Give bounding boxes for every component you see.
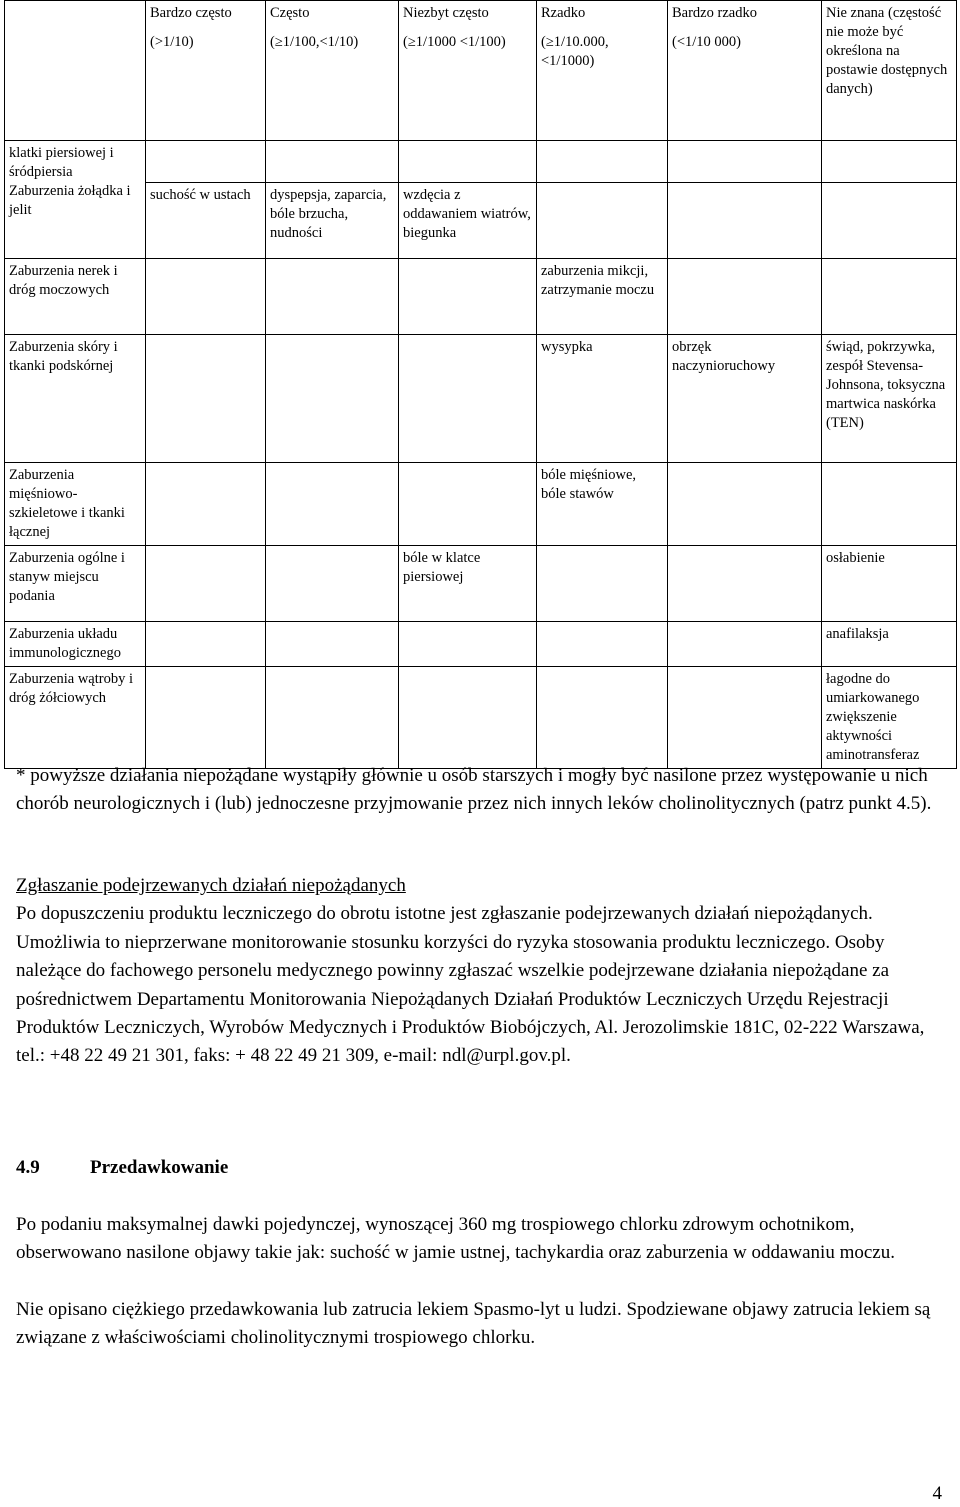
table-cell	[266, 141, 399, 183]
header-common: Często (≥1/100,<1/10)	[266, 1, 399, 141]
header-very-common: Bardzo często (>1/10)	[146, 1, 266, 141]
organ-class-cell: klatki piersiowej i śródpiersia	[5, 141, 146, 183]
table-cell	[266, 334, 399, 462]
table-cell	[146, 666, 266, 768]
table-row	[5, 141, 957, 183]
header-row	[5, 1, 957, 141]
table-cell: obrzęk naczynioruchowy	[668, 334, 822, 462]
table-cell: wysypka	[537, 334, 668, 462]
overdose-paragraph-1: Po podaniu maksymalnej dawki pojedynczej, wynoszącej 360 mg trospiowego chlorku zdrowym ochotnikom, obserwowano nasilone objawy takie jak: suchość w jamie ustnej, tachykardia oraz zaburzenia w oddawaniu moczu.	[16, 1214, 895, 1264]
table-cell: osłabienie	[822, 545, 957, 621]
table-row	[5, 334, 957, 462]
organ-class-cell: Zaburzenia mięśniowo-szkieletowe i tkanki łącznej	[5, 462, 146, 545]
table-cell	[537, 545, 668, 621]
table-cell: anafilaksja	[822, 621, 957, 666]
adverse-effects-table	[4, 0, 957, 769]
table-row	[5, 182, 957, 258]
table-cell: suchość w ustach	[146, 182, 266, 258]
table-cell	[146, 258, 266, 334]
table-cell	[822, 462, 957, 545]
table-cell: bóle mięśniowe, bóle stawów	[537, 462, 668, 545]
table-cell: świąd, pokrzywka, zespół Stevensa-Johnsona, toksyczna martwica naskórka (TEN)	[822, 334, 957, 462]
header-rare: Rzadko (≥1/10.000, <1/1000)	[537, 1, 668, 141]
organ-class-cell: Zaburzenia skóry i tkanki podskórnej	[5, 334, 146, 462]
table-cell	[537, 182, 668, 258]
section-heading	[16, 1154, 228, 1182]
table-cell	[822, 141, 957, 183]
table-cell	[668, 666, 822, 768]
footnote: * powyższe działania niepożądane wystąpiły głównie u osób starszych i mogły być nasilone przez występowanie u nich chorób neurologicznych i (lub) jednoczesne przyjmowanie przez nich innych leków cholinolitycznych (patrz punkt 4.5).	[16, 765, 932, 815]
table-cell	[537, 141, 668, 183]
table-cell	[537, 666, 668, 768]
table-cell	[146, 545, 266, 621]
table-row	[5, 545, 957, 621]
organ-class-cell: Zaburzenia ogólne i stanyw miejscu podania	[5, 545, 146, 621]
header-organ	[5, 1, 146, 141]
table-row	[5, 621, 957, 666]
header-very-rare: Bardzo rzadko (<1/10 000)	[668, 1, 822, 141]
table-cell	[399, 462, 537, 545]
table-cell	[668, 182, 822, 258]
table-cell: bóle w klatce piersiowej	[399, 545, 537, 621]
page-number: 4	[932, 1483, 942, 1504]
table-cell	[146, 334, 266, 462]
table-cell: zaburzenia mikcji, zatrzymanie moczu	[537, 258, 668, 334]
table-cell	[266, 666, 399, 768]
table-cell	[146, 141, 266, 183]
table-cell	[266, 462, 399, 545]
table-cell	[668, 258, 822, 334]
table-cell	[668, 141, 822, 183]
reporting-heading: Zgłaszanie podejrzewanych działań niepożądanych	[16, 875, 406, 896]
header-unknown: Nie znana (częstość nie może być określona na postawie dostępnych danych)	[822, 1, 957, 141]
table-cell	[668, 462, 822, 545]
table-cell	[266, 258, 399, 334]
table-cell	[399, 141, 537, 183]
table-cell	[266, 545, 399, 621]
table-cell	[668, 621, 822, 666]
reporting-body: Po dopuszczeniu produktu leczniczego do obrotu istotne jest zgłaszanie podejrzewanych działań niepożądanych. Umożliwia to nieprzerwane monitorowanie stosunku korzyści do ryzyka stosowania produktu leczniczego. Osoby należące do fachowego personelu medycznego powinny zgłaszać wszelkie podejrzewane działania niepożądane za pośrednictwem Departamentu Monitorowania Niepożądanych Działań Produktów Leczniczych Urzędu Rejestracji Produktów Leczniczych, Wyrobów Medycznych i Produktów Biobójczych, Al. Jerozolimskie 181C, 02-222 Warszawa, tel.: +48 22 49 21 301, faks: + 48 22 49 21 309, e-mail: ndl@urpl.gov.pl.	[16, 903, 925, 1067]
table-row	[5, 258, 957, 334]
table-cell	[822, 258, 957, 334]
organ-class-cell: Zaburzenia układu immunologicznego	[5, 621, 146, 666]
overdose-paragraph-2: Nie opisano ciężkiego przedawkowania lub zatrucia lekiem Spasmo-lyt u ludzi. Spodziewane objawy zatrucia lekiem są związane z właściwościami cholinolitycznymi trospiowego chlorku.	[16, 1299, 931, 1349]
table-cell	[399, 621, 537, 666]
section-title: Przedawkowanie	[90, 1157, 229, 1178]
organ-class-cell: Zaburzenia nerek i dróg moczowych	[5, 258, 146, 334]
section-number: 4.9	[16, 1157, 40, 1178]
table-cell	[266, 621, 399, 666]
organ-class-cell: Zaburzenia żołądka i jelit	[5, 182, 146, 258]
organ-class-cell: Zaburzenia wątroby i dróg żółciowych	[5, 666, 146, 768]
table-row	[5, 666, 957, 768]
reporting-section	[16, 872, 941, 1071]
table-row	[5, 462, 957, 545]
table-cell: dyspepsja, zaparcia, bóle brzucha, nudności	[266, 182, 399, 258]
table-cell	[537, 621, 668, 666]
table-cell: łagodne do umiarkowanego zwiększenie aktywności aminotransferaz	[822, 666, 957, 768]
table-cell	[399, 666, 537, 768]
table-cell	[668, 545, 822, 621]
table-cell	[822, 182, 957, 258]
table-cell	[146, 462, 266, 545]
table-cell	[146, 621, 266, 666]
table-cell: wzdęcia z oddawaniem wiatrów, biegunka	[399, 182, 537, 258]
table-cell	[399, 334, 537, 462]
header-uncommon: Niezbyt często (≥1/1000 <1/100)	[399, 1, 537, 141]
table-cell	[399, 258, 537, 334]
